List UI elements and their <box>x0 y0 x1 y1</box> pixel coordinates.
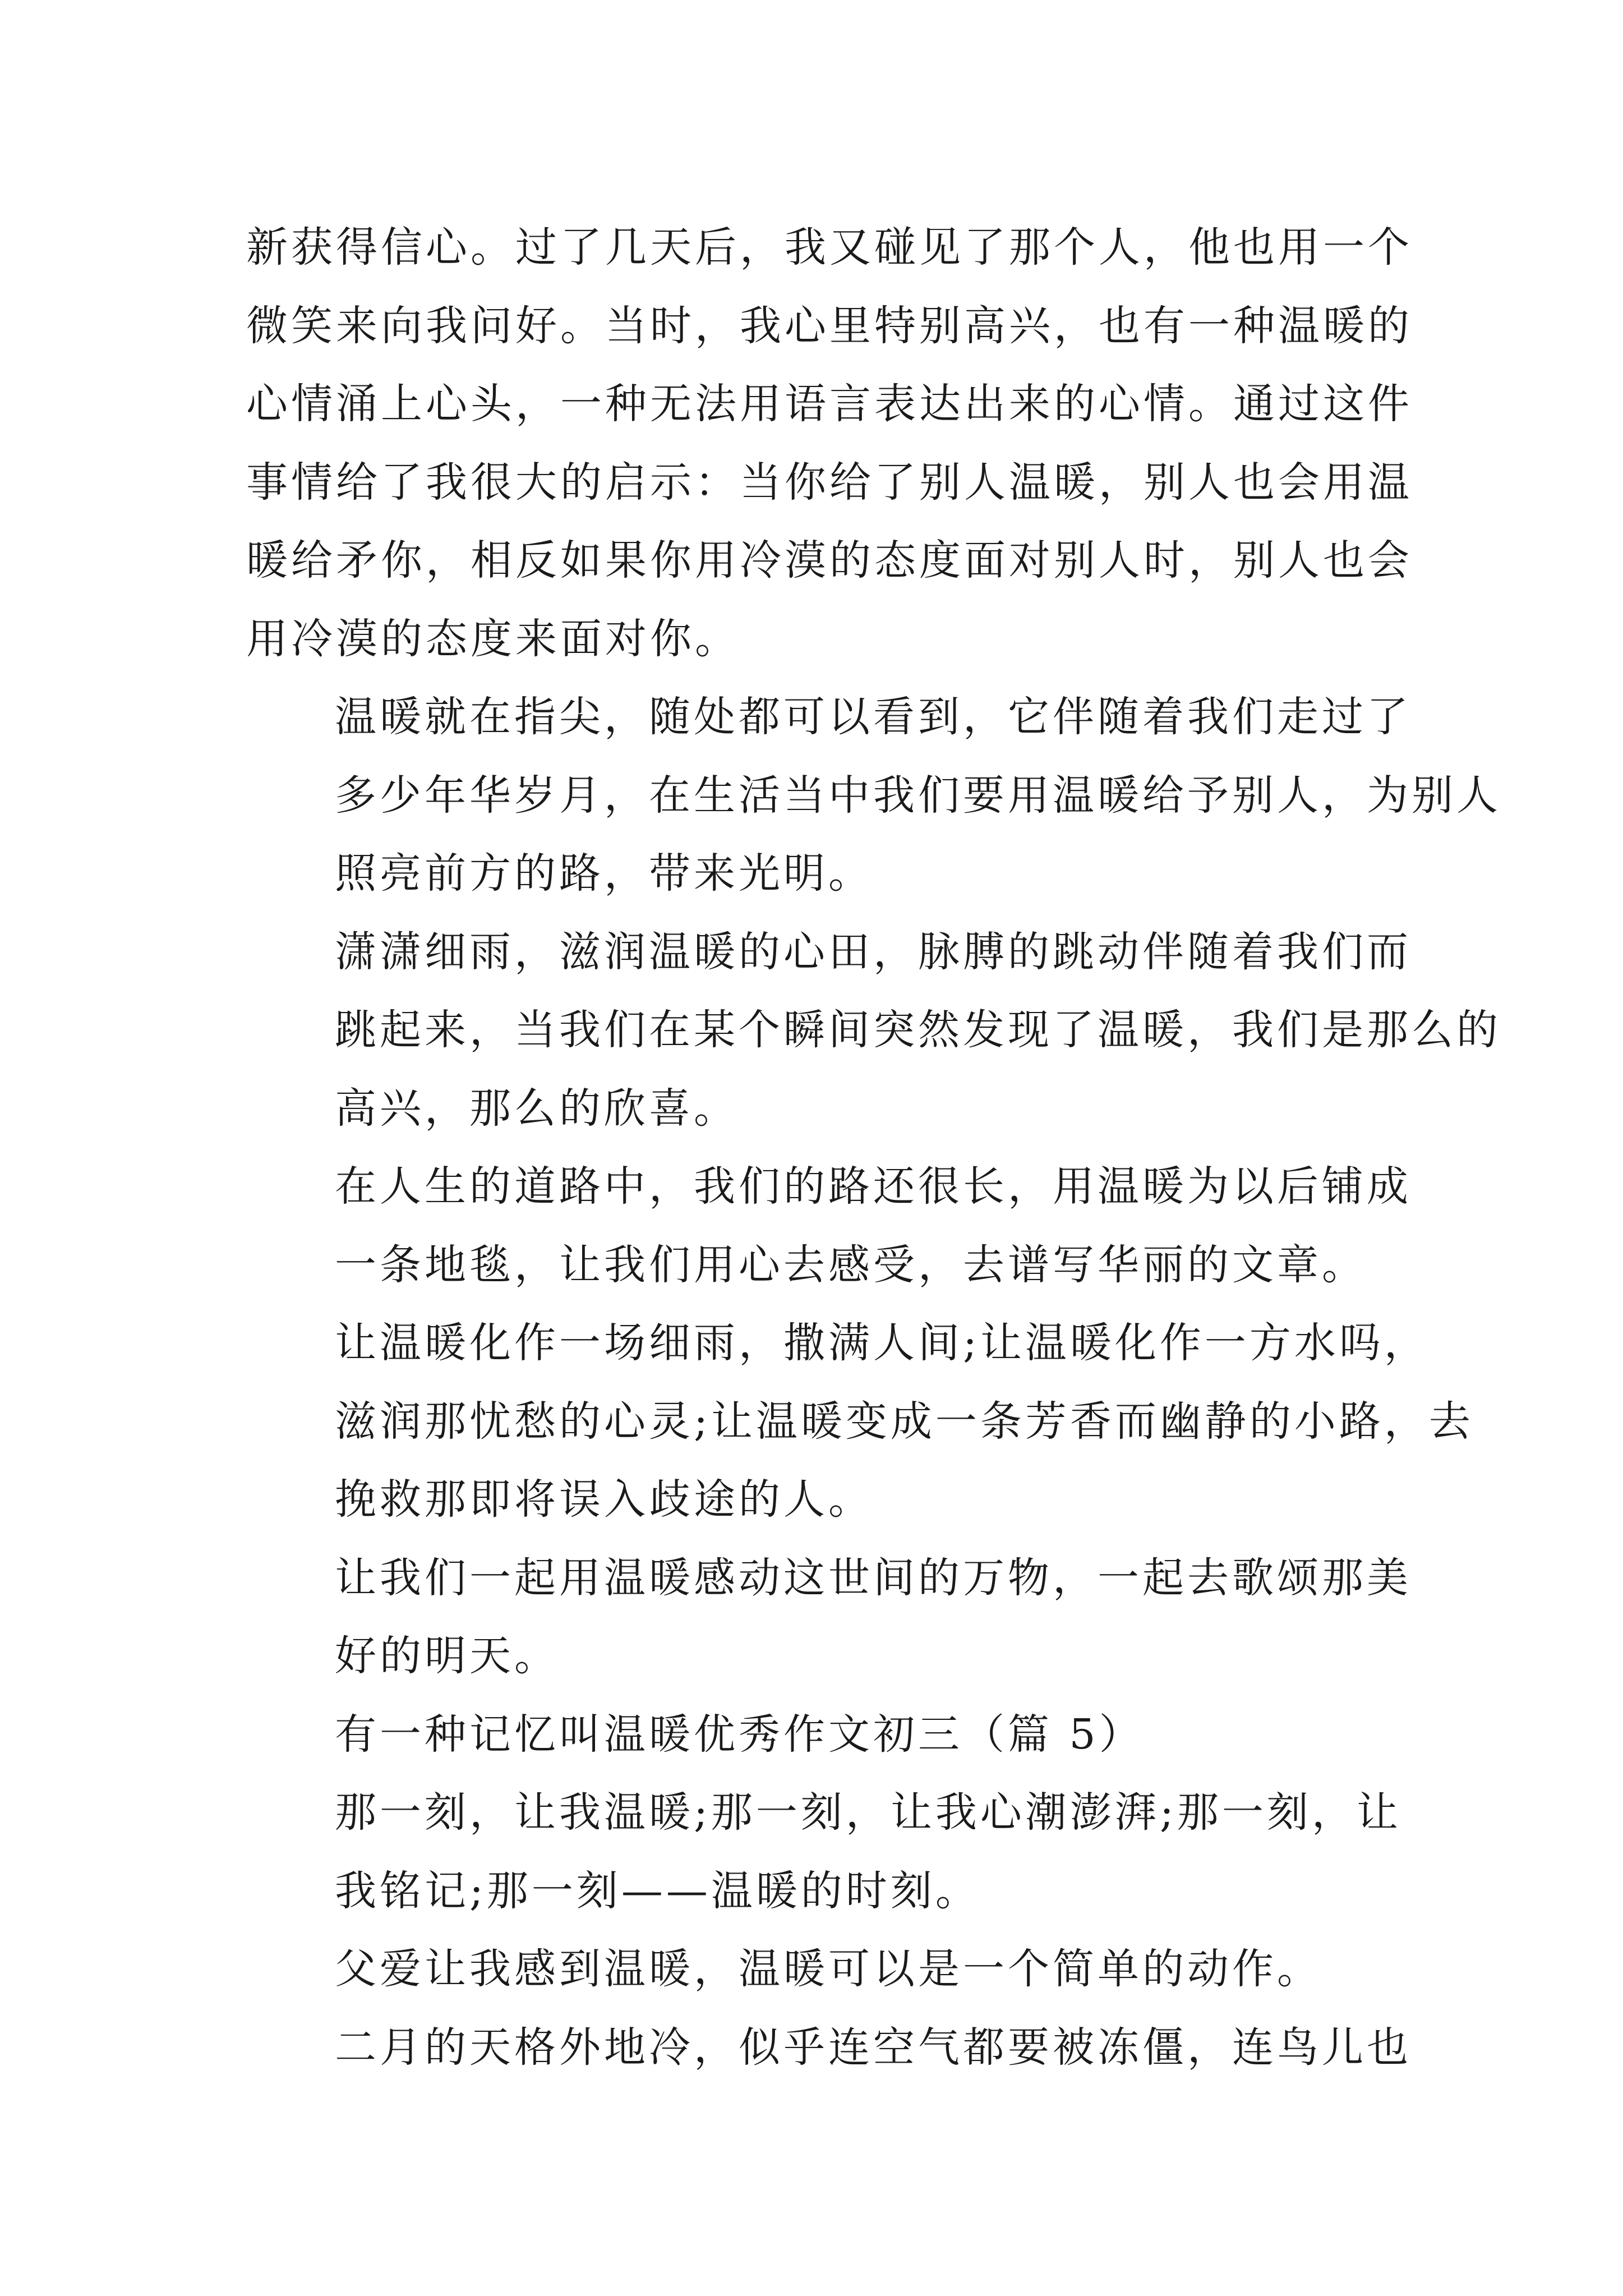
text-line: 有一种记忆叫温暖优秀作文初三（篇 5） <box>335 1710 1144 1759</box>
text-line: 温暖就在指尖，随处都可以看到，它伴随着我们走过了 <box>335 693 1412 741</box>
document-body <box>246 209 1501 2087</box>
paragraph-p4 <box>246 1148 1412 1304</box>
text-line: 高兴，那么的欣喜。 <box>335 1084 739 1133</box>
text-line: 新获得信心。过了几天后，我又碰见了那个人，他也用一个 <box>246 223 1413 272</box>
paragraph-p2 <box>246 678 1501 913</box>
text-line: 暖给矛你，相反如果你用冷漠的态度面对别人时，别人也会 <box>246 536 1413 585</box>
text-line: 跳起来，当我们在某个瞬间突然发现了温暖，我们是那么的 <box>335 1006 1501 1054</box>
text-line: 微笑来向我问好。当时，我心里特别高兴，也有一种温暖的 <box>246 301 1413 350</box>
text-line: 让我们一起用温暖感动这世间的万物，一起去歌颂那美 <box>335 1553 1412 1602</box>
text-line: 多少年华岁月，在生活当中我们要用温暖给予别人，为别人 <box>335 771 1501 820</box>
text-line: 一条地毯，让我们用心去感受，去谱写华丽的文章。 <box>335 1240 1367 1289</box>
paragraph-p9 <box>246 1930 1385 2009</box>
text-line: 用冷漠的态度来面对你。 <box>246 614 740 663</box>
paragraph-p5 <box>246 1304 1474 1539</box>
paragraph-p8 <box>246 1774 1401 1930</box>
text-line: 在人生的道路中，我们的路还很长，用温暖为以后铺成 <box>335 1162 1412 1211</box>
text-line: 我铭记;那一刻——温暖的时刻。 <box>335 1866 980 1915</box>
paragraph-p7 <box>246 1696 1385 1774</box>
text-line: 照亮前方的路，带来光明。 <box>335 849 873 898</box>
text-line: 潇潇细雨，滋润温暖的心田，脉膊的跳动伴随着我们而 <box>335 927 1412 976</box>
paragraph-p10 <box>246 2009 1412 2087</box>
text-line: 让温暖化作一场细雨，撒满人间;让温暖化作一方水吗， <box>335 1319 1429 1367</box>
text-line: 挽救那即将误入歧途的人。 <box>335 1475 873 1524</box>
text-line: 父爱让我感到温暖，温暖可以是一个简单的动作。 <box>335 1945 1322 1993</box>
paragraph-p6 <box>246 1539 1412 1696</box>
text-line: 心情涌上心头，一种无法用语言表达出来的心情。通过这件 <box>246 380 1413 428</box>
text-line: 滋润那忧愁的心灵;让温暖变成一条芳香而幽静的小路，去 <box>335 1397 1474 1446</box>
text-line: 二月的天格外地冷，似乎连空气都要被冻僵，连鸟儿也 <box>335 2023 1412 2072</box>
text-line: 事情给了我很大的启示：当你给了别人温暖，别人也会用温 <box>246 458 1413 507</box>
text-line: 那一刻，让我温暖;那一刻，让我心潮澎湃;那一刻，让 <box>335 1788 1401 1837</box>
text-line: 好的明天。 <box>335 1632 559 1680</box>
paragraph-p3 <box>246 913 1501 1148</box>
paragraph-p1 <box>246 209 1413 678</box>
